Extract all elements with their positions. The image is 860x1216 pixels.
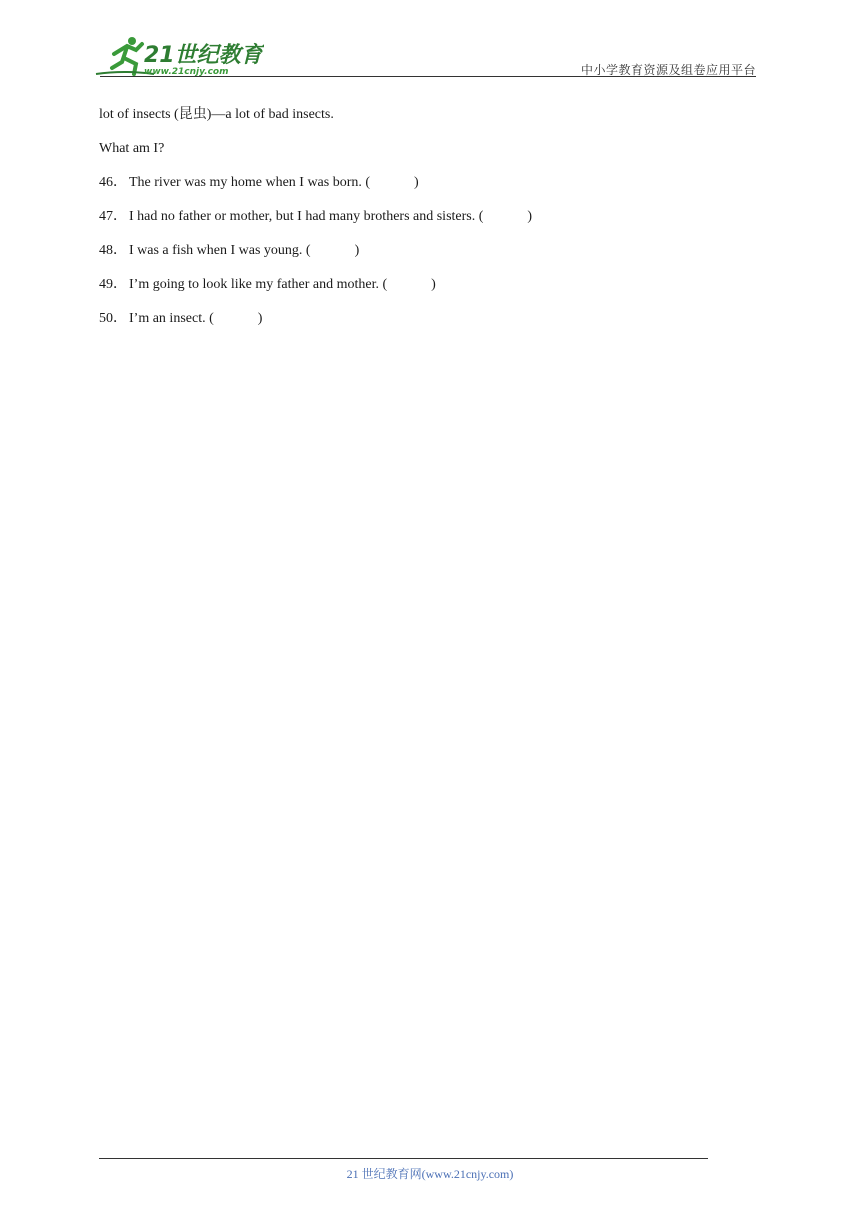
question-number: 48． xyxy=(99,243,127,258)
passage-continuation: lot of insects (昆虫)—a lot of bad insects. xyxy=(99,107,334,122)
question-close-paren: ) xyxy=(414,175,419,190)
logo-21cnjy xyxy=(94,34,264,78)
question-close-paren: ) xyxy=(354,243,360,258)
footer-site-link[interactable]: 21 世纪教育网(www.21cnjy.com) xyxy=(346,1167,514,1181)
question-number: 49． xyxy=(99,277,127,292)
question-number: 50． xyxy=(99,311,127,326)
logo-text: 21世纪教育 xyxy=(144,43,263,68)
document-body xyxy=(99,104,719,342)
logo-url-text: www.21cnjy.com xyxy=(144,67,229,77)
question-close-paren: ) xyxy=(257,311,263,326)
question-item-46 xyxy=(99,172,719,206)
question-item-49 xyxy=(99,274,719,308)
question-text: I’m an insect. ( xyxy=(129,311,214,326)
question-item-50 xyxy=(99,308,719,342)
question-item-47 xyxy=(99,206,719,240)
header-platform-text: 中小学教育资源及组卷应用平台 xyxy=(580,63,756,77)
footer-divider xyxy=(99,1158,708,1159)
question-text: The river was my home when I was born. ( xyxy=(129,175,371,190)
question-number: 46． xyxy=(99,175,127,190)
question-close-paren: ) xyxy=(527,209,533,224)
page-header xyxy=(94,34,756,78)
question-close-paren: ) xyxy=(431,277,436,292)
header-divider xyxy=(100,76,756,77)
question-item-48 xyxy=(99,240,719,274)
passage-question: What am I? xyxy=(99,141,165,156)
question-text: I had no father or mother, but I had many brothers and sisters. ( xyxy=(129,209,484,224)
question-number: 47． xyxy=(99,209,127,224)
question-text: I was a fish when I was young. ( xyxy=(129,243,311,258)
question-text: I’m going to look like my father and mother. ( xyxy=(129,277,388,292)
